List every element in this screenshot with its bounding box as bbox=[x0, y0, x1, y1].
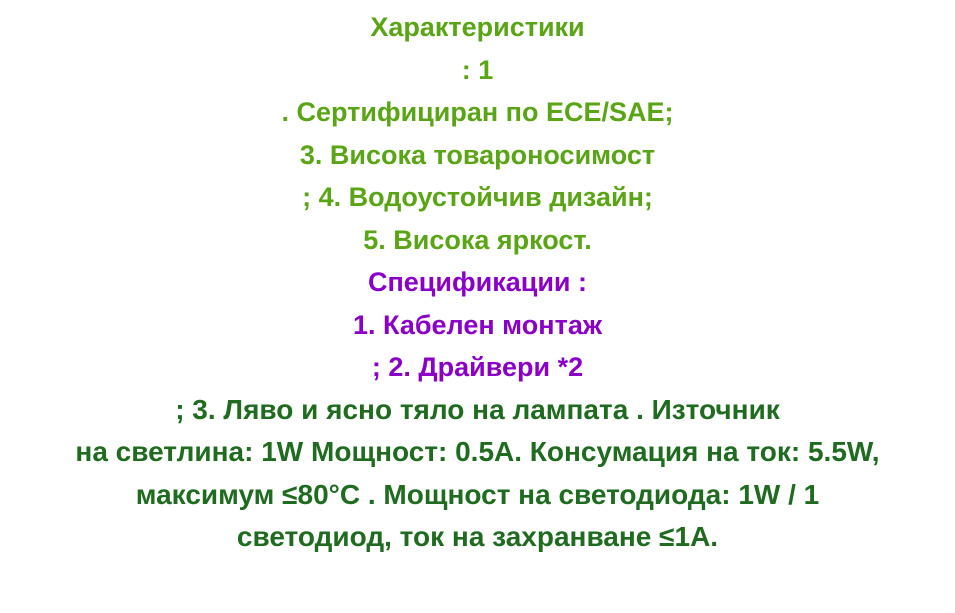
heading-specifications: Спецификации : bbox=[367, 267, 588, 297]
specifications-line-5: максимум ≤80°C . Мощност на светодиода: 1W / 1 bbox=[135, 478, 820, 510]
specifications-line-4: на светлина: 1W Мощност: 0.5A. Консумация на ток: 5.5W, bbox=[75, 436, 880, 467]
specifications-line-2: ; 2. Драйвери *2 bbox=[371, 352, 584, 382]
features-line-1: : 1 bbox=[461, 54, 494, 85]
specifications-line-6: светодиод, ток на захранване ≤1A. bbox=[236, 521, 719, 552]
heading-features: Характеристики bbox=[370, 12, 585, 42]
features-line-3: 3. Висока товароносимост bbox=[299, 139, 656, 170]
features-line-4: ; 4. Водоустойчив дизайн; bbox=[302, 182, 653, 212]
features-line-2: . Сертифициран по ECE/SAE; bbox=[281, 97, 674, 127]
specifications-line-1: 1. Кабелен монтаж bbox=[353, 309, 602, 340]
features-line-5: 5. Висока яркост. bbox=[363, 224, 592, 255]
specifications-line-3: ; 3. Ляво и ясно тяло на лампата . Източник bbox=[175, 393, 780, 425]
